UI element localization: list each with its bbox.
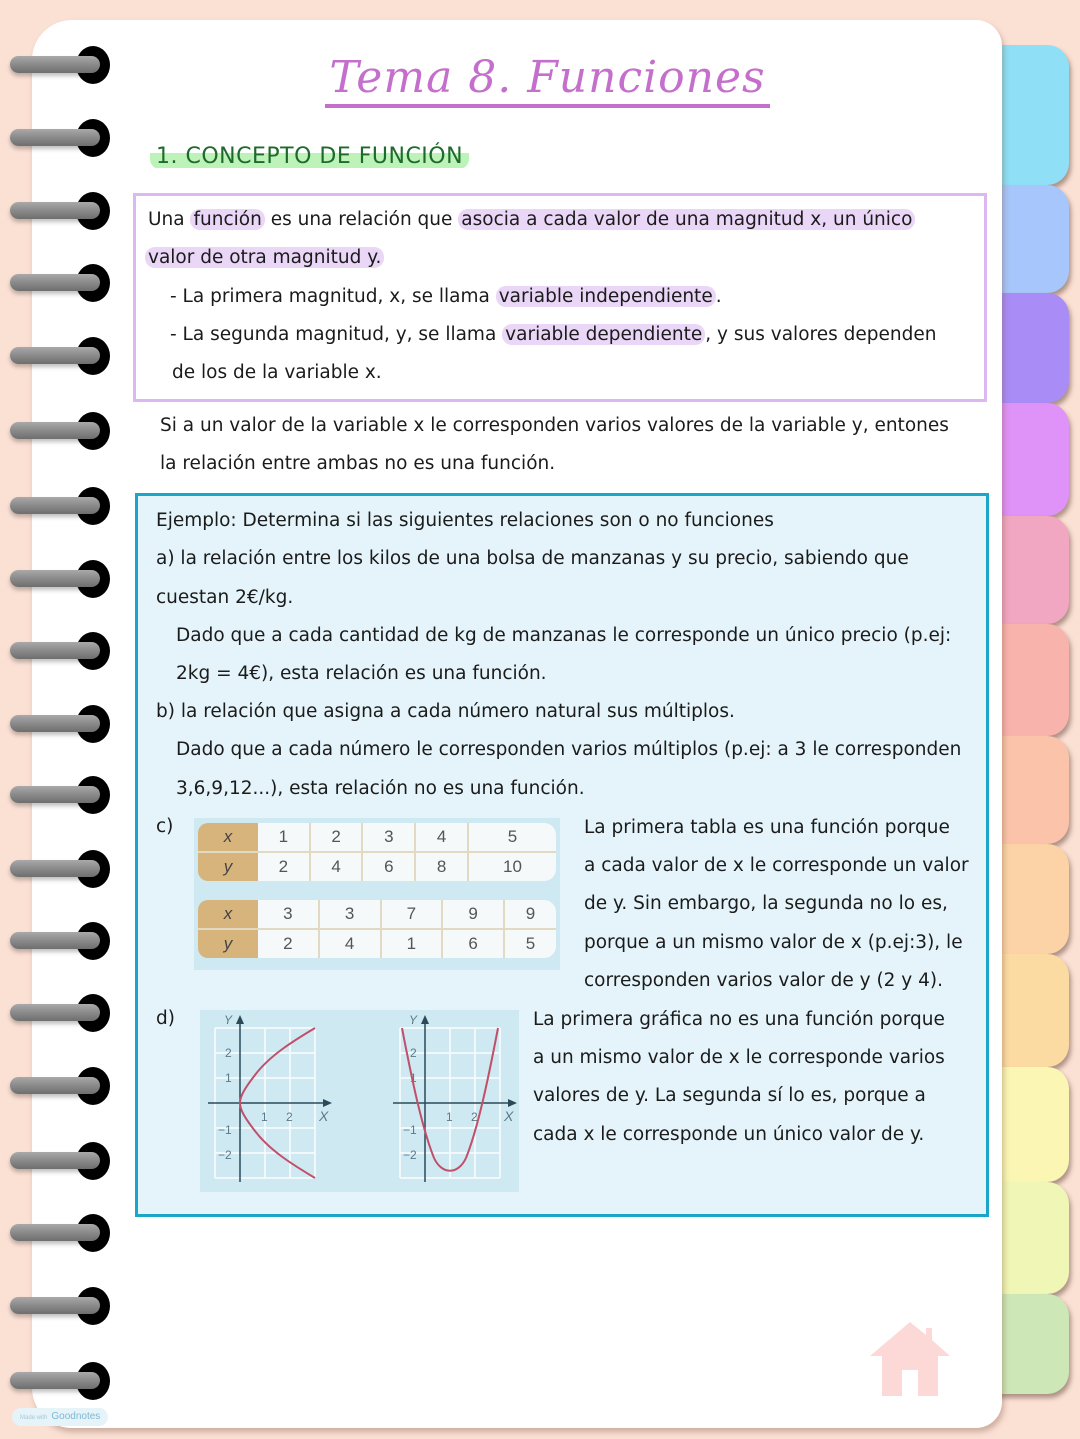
svg-text:−2: −2 (403, 1148, 417, 1162)
spiral-ring-icon (10, 560, 102, 598)
highlight-variable-dependiente: variable dependiente (502, 324, 705, 345)
definition-bullet-2: - La segunda magnitud, y, se llama variable dependiente , y sus valores dependen (170, 324, 937, 345)
spiral-ring-icon (10, 922, 102, 960)
spiral-ring-icon (10, 487, 102, 525)
note-line-1: Si a un valor de la variable x le corresponden varios valores de la variable y, entones (160, 415, 949, 436)
spiral-ring-icon (10, 1142, 102, 1180)
example-a-answer-2: 2kg = 4€), esta relación es una función. (176, 663, 547, 684)
svg-text:−1: −1 (218, 1123, 232, 1137)
example-c-text-2: a cada valor de x le corresponde un valor (584, 855, 969, 876)
spiral-ring-icon (10, 850, 102, 888)
graph-2 (393, 1013, 517, 1182)
example-b-question: b) la relación que asigna a cada número natural sus múltiplos. (156, 701, 735, 722)
svg-text:2: 2 (225, 1046, 232, 1060)
spiral-ring-icon (10, 705, 102, 743)
spiral-ring-icon (10, 264, 102, 302)
example-a-question-2: cuestan 2€/kg. (156, 587, 294, 608)
svg-text:−2: −2 (218, 1148, 232, 1162)
svg-text:X: X (319, 1108, 329, 1124)
spiral-ring-icon (10, 994, 102, 1032)
definition-line-1: Una función es una relación que asocia a cada valor de una magnitud x, un único (148, 207, 915, 233)
xy-tables (194, 818, 560, 970)
svg-text:2: 2 (471, 1110, 478, 1124)
xy-table-2: x 3 3 7 9 9 y 2 4 1 6 5 (198, 900, 556, 958)
graph-1 (208, 1013, 332, 1182)
definition-bullet-2-cont: de los de la variable x. (172, 362, 382, 383)
svg-text:1: 1 (446, 1110, 453, 1124)
highlight-asocia: asocia a cada valor de una magnitud x, un único (458, 209, 915, 230)
goodnotes-watermark: Made with Goodnotes (12, 1408, 108, 1426)
example-d-label: d) (156, 1008, 175, 1029)
example-c-text-4: porque a un mismo valor de x (p.ej:3), le (584, 932, 963, 953)
svg-text:1: 1 (225, 1071, 232, 1085)
spiral-ring-icon (10, 46, 102, 84)
graphs-panel (200, 1010, 519, 1192)
home-icon[interactable] (868, 1320, 952, 1402)
definition-line-2 (145, 245, 384, 271)
example-d-text-4: cada x le corresponde un único valor de y. (533, 1124, 925, 1145)
example-heading: Ejemplo: Determina si las siguientes relaciones son o no funciones (156, 510, 774, 531)
example-c-text-1: La primera tabla es una función porque (584, 817, 950, 838)
highlight-valor: valor de otra magnitud y. (145, 247, 384, 268)
example-a-question-1: a) la relación entre los kilos de una bolsa de manzanas y su precio, sabiendo que (156, 548, 909, 569)
note-line-2: la relación entre ambas no es una función. (160, 453, 556, 474)
svg-text:2: 2 (286, 1110, 293, 1124)
spiral-ring-icon (10, 632, 102, 670)
svg-text:1: 1 (261, 1110, 268, 1124)
example-c-text-3: de y. Sin embargo, la segunda no lo es, (584, 893, 948, 914)
svg-text:Y: Y (224, 1013, 233, 1027)
svg-text:X: X (504, 1108, 514, 1124)
example-d-text-3: valores de y. La segunda sí lo es, porque a (533, 1085, 926, 1106)
spiral-ring-icon (10, 412, 102, 450)
xy-table-1: x 1 2 3 4 5 y 2 4 6 8 10 (198, 823, 556, 881)
example-c-text-5: corresponden varios valor de y (2 y 4). (584, 970, 944, 991)
page-title: Tema 8. Funciones (325, 52, 770, 108)
definition-bullet-1: - La primera magnitud, x, se llama variable independiente . (170, 286, 722, 307)
example-c-label: c) (156, 816, 174, 837)
spiral-ring-icon (10, 1214, 102, 1252)
highlight-funcion: función (190, 209, 264, 230)
example-d-text-2: a un mismo valor de x le corresponde varios (533, 1047, 945, 1068)
svg-text:2: 2 (410, 1046, 417, 1060)
svg-text:1: 1 (410, 1071, 417, 1085)
spiral-ring-icon (10, 1287, 102, 1325)
svg-text:Y: Y (409, 1013, 418, 1027)
example-d-text-1: La primera gráfica no es una función porque (533, 1009, 945, 1030)
highlight-variable-independiente: variable independiente (496, 286, 716, 307)
spiral-ring-icon (10, 337, 102, 375)
spiral-ring-icon (10, 1362, 102, 1400)
example-b-answer-2: 3,6,9,12...), esta relación no es una función. (176, 778, 585, 799)
spiral-ring-icon (10, 1067, 102, 1105)
svg-text:−1: −1 (403, 1123, 417, 1137)
example-b-answer-1: Dado que a cada número le corresponden varios múltiplos (p.ej: a 3 le corresponden (176, 739, 962, 760)
spiral-ring-icon (10, 119, 102, 157)
spiral-ring-icon (10, 192, 102, 230)
section-heading: 1. CONCEPTO DE FUNCIÓN (150, 144, 469, 169)
graphs-figure (200, 1010, 519, 1192)
spiral-ring-icon (10, 776, 102, 814)
example-a-answer-1: Dado que a cada cantidad de kg de manzanas le corresponde un único precio (p.ej: (176, 625, 952, 646)
